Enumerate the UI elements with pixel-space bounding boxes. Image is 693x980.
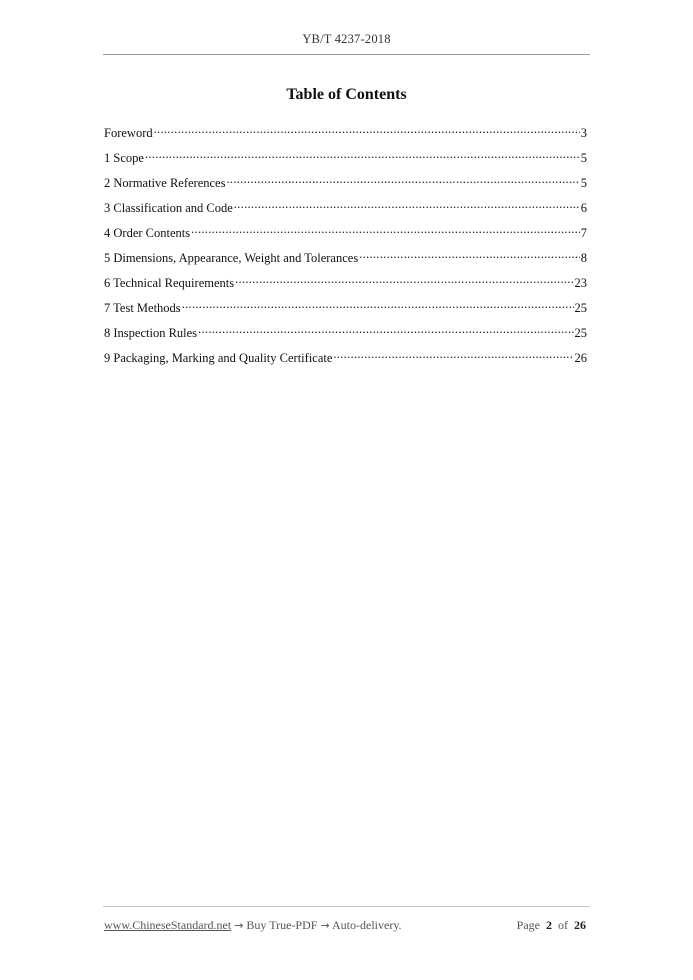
toc-entry-classification-and-code[interactable] (104, 196, 587, 221)
toc-entry-label: 3 Classification and Code (104, 201, 233, 215)
toc-entry-page: 7 (580, 226, 587, 240)
dot-leader (145, 146, 580, 162)
toc-entry-page: 23 (574, 276, 587, 290)
dot-leader (182, 296, 574, 312)
toc-entry-foreword[interactable] (104, 121, 587, 146)
toc-entry-label: 5 Dimensions, Appearance, Weight and Tolerances (104, 251, 359, 265)
toc-entry-technical-requirements[interactable] (104, 271, 587, 296)
footer-promo (104, 918, 402, 933)
toc-entry-label: Foreword (104, 126, 153, 140)
toc-entry-label: 4 Order Contents (104, 226, 191, 240)
toc-entry-scope[interactable] (104, 146, 587, 171)
toc-entry-test-methods[interactable] (104, 296, 587, 321)
toc-entry-label: 9 Packaging, Marking and Quality Certificate (104, 351, 333, 365)
toc-entry-page: 3 (580, 126, 587, 140)
toc-title: Table of Contents (286, 86, 407, 103)
total-pages-number: 26 (574, 918, 586, 932)
page-number-indicator (517, 918, 586, 933)
dot-leader (359, 246, 580, 262)
toc-entry-page: 25 (574, 326, 587, 340)
toc-entry-label: 2 Normative References (104, 176, 226, 190)
buy-true-pdf-text: Buy True-PDF (246, 918, 318, 932)
current-page-number: 2 (546, 918, 552, 932)
toc-entry-page: 26 (574, 351, 587, 365)
dot-leader (234, 196, 580, 212)
dot-leader (333, 346, 573, 362)
header-divider (103, 54, 590, 55)
arrow-right-icon: → (320, 919, 330, 932)
toc-entry-label: 1 Scope (104, 151, 144, 165)
footer-divider (103, 906, 590, 907)
auto-delivery-text: Auto-delivery. (332, 918, 402, 932)
dot-leader (198, 321, 573, 337)
toc-entry-label: 7 Test Methods (104, 301, 181, 315)
toc-entry-page: 5 (580, 176, 587, 190)
toc-entry-label: 8 Inspection Rules (104, 326, 198, 340)
dot-leader (154, 121, 580, 137)
toc-entry-label: 6 Technical Requirements (104, 276, 235, 290)
toc-entry-page: 6 (580, 201, 587, 215)
toc-entry-dimensions-appearance-weight-tolerances[interactable] (104, 246, 587, 271)
page-header-doc-id: YB/T 4237-2018 (302, 32, 391, 46)
of-label: of (558, 918, 568, 932)
toc-entry-order-contents[interactable] (104, 221, 587, 246)
dot-leader (226, 171, 579, 187)
table-of-contents (104, 121, 587, 371)
arrow-right-icon: → (234, 919, 244, 932)
website-link[interactable]: www.ChineseStandard.net (104, 918, 232, 932)
toc-entry-page: 5 (580, 151, 587, 165)
page-label: Page (516, 918, 540, 932)
page-footer (104, 918, 586, 933)
toc-entry-normative-references[interactable] (104, 171, 587, 196)
dot-leader (235, 271, 573, 287)
toc-entry-page: 8 (580, 251, 587, 265)
toc-entry-inspection-rules[interactable] (104, 321, 587, 346)
toc-entry-page: 25 (574, 301, 587, 315)
dot-leader (191, 221, 580, 237)
toc-entry-packaging-marking-quality-certificate[interactable] (104, 346, 587, 371)
